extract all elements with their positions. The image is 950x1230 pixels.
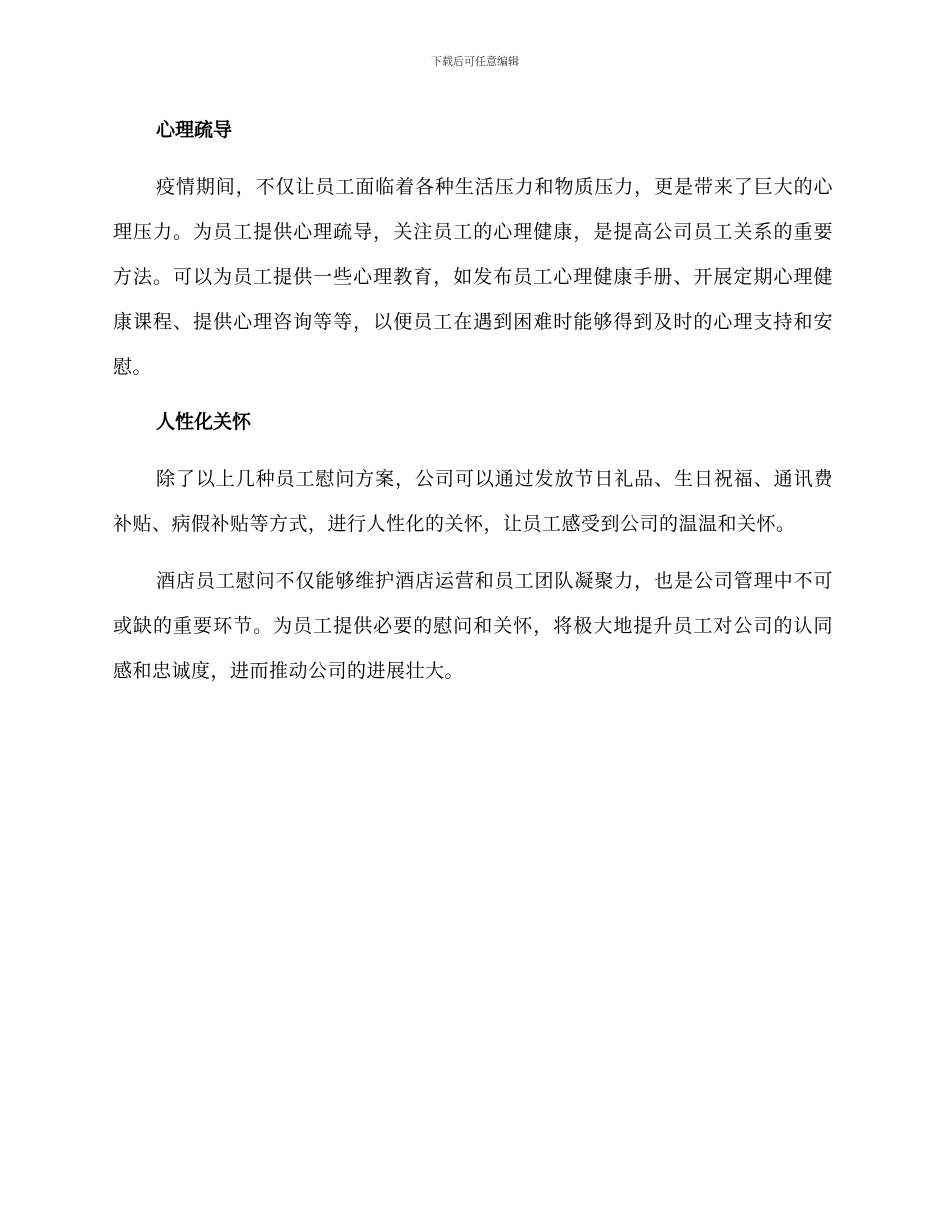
section-psychological-counseling [113, 110, 833, 390]
section-heading: 人性化关怀 [156, 411, 252, 433]
paragraph: 除了以上几种员工慰问方案，公司可以通过发放节日礼品、生日祝福、通讯费补贴、病假补贴等方式，进行人性化的关怀，让员工感受到公司的温温和关怀。 [113, 468, 833, 535]
paragraph: 疫情期间，不仅让员工面临着各种生活压力和物质压力，更是带来了巨大的心理压力。为员工提供心理疏导，关注员工的心理健康，是提高公司员工关系的重要方法。可以为员工提供一些心理教育，如发布员工心理健康手册、开展定期心理健康课程、提供心理咨询等等，以便员工在遇到困难时能够得到及时的心理支持和安慰。 [113, 176, 833, 378]
header-note: 下载后可任意编辑 [431, 55, 519, 68]
section-humanized-care [113, 402, 833, 694]
document-body [113, 110, 833, 694]
section-heading: 心理疏导 [156, 119, 233, 141]
paragraph: 酒店员工慰问不仅能够维护酒店运营和员工团队凝聚力，也是公司管理中不可或缺的重要环节。为员工提供必要的慰问和关怀，将极大地提升员工对公司的认同感和忠诚度，进而推动公司的进展壮大。 [113, 570, 833, 682]
